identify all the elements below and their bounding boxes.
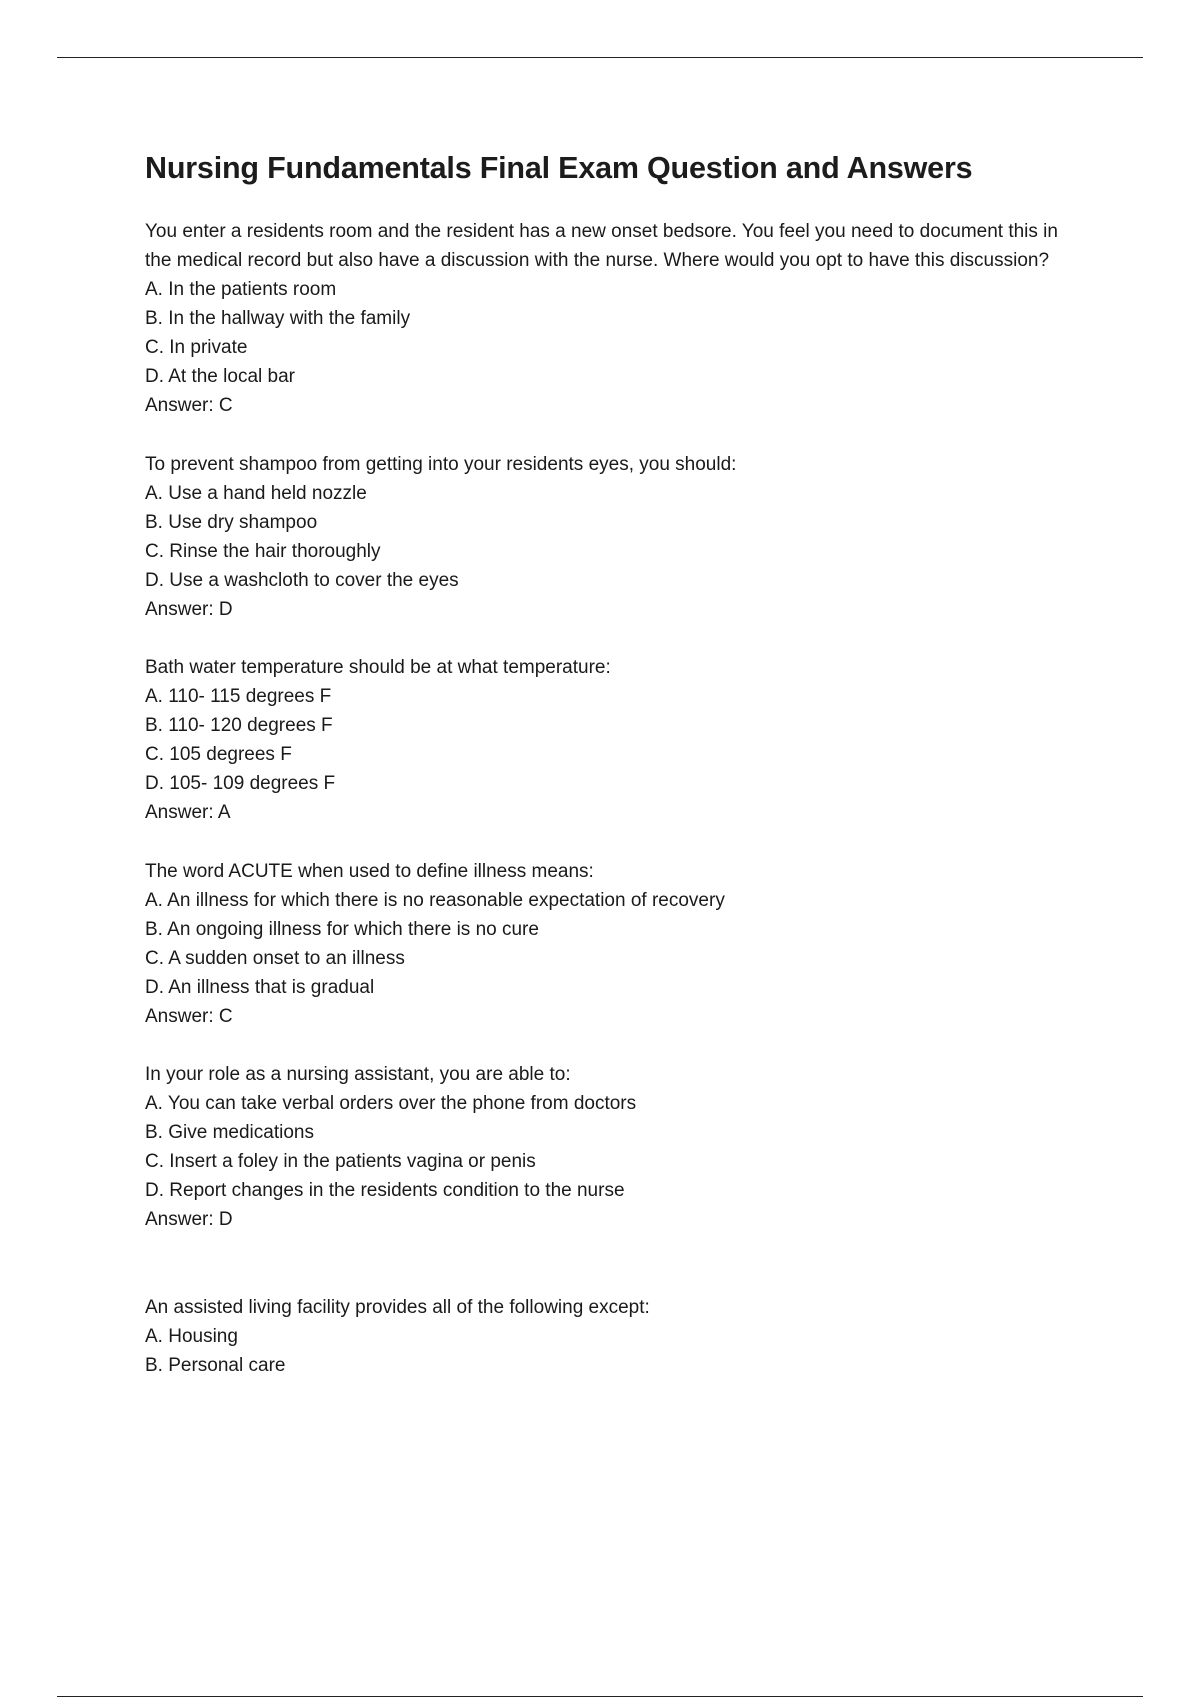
option-a: A. You can take verbal orders over the phone from doctors bbox=[145, 1093, 637, 1114]
option-c: C. Rinse the hair thoroughly bbox=[145, 541, 381, 562]
question-5 bbox=[145, 1060, 1085, 1234]
page-title: Nursing Fundamentals Final Exam Question and Answers bbox=[145, 151, 973, 185]
option-a: A. In the patients room bbox=[145, 279, 337, 300]
question-text: You enter a residents room and the resident has a new onset bedsore. You feel you need to document this in the medical record but also have a discussion with the nurse. Where would you opt to have this discussion? bbox=[145, 221, 1058, 271]
question-4 bbox=[145, 857, 1085, 1031]
option-d: D. Report changes in the residents condition to the nurse bbox=[145, 1180, 625, 1201]
option-d: D. At the local bar bbox=[145, 366, 295, 387]
question-1 bbox=[145, 217, 1085, 420]
option-c: C. In private bbox=[145, 337, 248, 358]
question-2 bbox=[145, 450, 1085, 624]
option-c: C. Insert a foley in the patients vagina or penis bbox=[145, 1151, 536, 1172]
question-text: An assisted living facility provides all of the following except: bbox=[145, 1297, 650, 1318]
answer-line: Answer: D bbox=[145, 1209, 233, 1230]
option-b: B. An ongoing illness for which there is no cure bbox=[145, 919, 539, 940]
option-a: A. Use a hand held nozzle bbox=[145, 483, 367, 504]
option-b: B. Use dry shampoo bbox=[145, 512, 318, 533]
question-text: In your role as a nursing assistant, you are able to: bbox=[145, 1064, 571, 1085]
question-6 bbox=[145, 1293, 1085, 1380]
option-a: A. 110- 115 degrees F bbox=[145, 686, 332, 707]
option-a: A. An illness for which there is no reasonable expectation of recovery bbox=[145, 890, 725, 911]
option-b: B. 110- 120 degrees F bbox=[145, 715, 333, 736]
answer-line: Answer: C bbox=[145, 395, 233, 416]
answer-line: Answer: C bbox=[145, 1006, 233, 1027]
footer-rule bbox=[57, 1696, 1143, 1697]
option-b: B. In the hallway with the family bbox=[145, 308, 411, 329]
option-d: D. An illness that is gradual bbox=[145, 977, 375, 998]
document-body bbox=[145, 142, 1085, 1380]
option-c: C. 105 degrees F bbox=[145, 744, 292, 765]
header-rule bbox=[57, 57, 1143, 58]
question-text: To prevent shampoo from getting into your residents eyes, you should: bbox=[145, 454, 737, 475]
answer-line: Answer: D bbox=[145, 599, 233, 620]
option-c: C. A sudden onset to an illness bbox=[145, 948, 405, 969]
question-3 bbox=[145, 653, 1085, 827]
question-text: The word ACUTE when used to define illness means: bbox=[145, 861, 594, 882]
option-d: D. Use a washcloth to cover the eyes bbox=[145, 570, 459, 591]
answer-line: Answer: A bbox=[145, 802, 231, 823]
option-a: A. Housing bbox=[145, 1326, 238, 1347]
option-b: B. Personal care bbox=[145, 1355, 286, 1376]
option-b: B. Give medications bbox=[145, 1122, 314, 1143]
option-d: D. 105- 109 degrees F bbox=[145, 773, 336, 794]
question-text: Bath water temperature should be at what temperature: bbox=[145, 657, 611, 678]
